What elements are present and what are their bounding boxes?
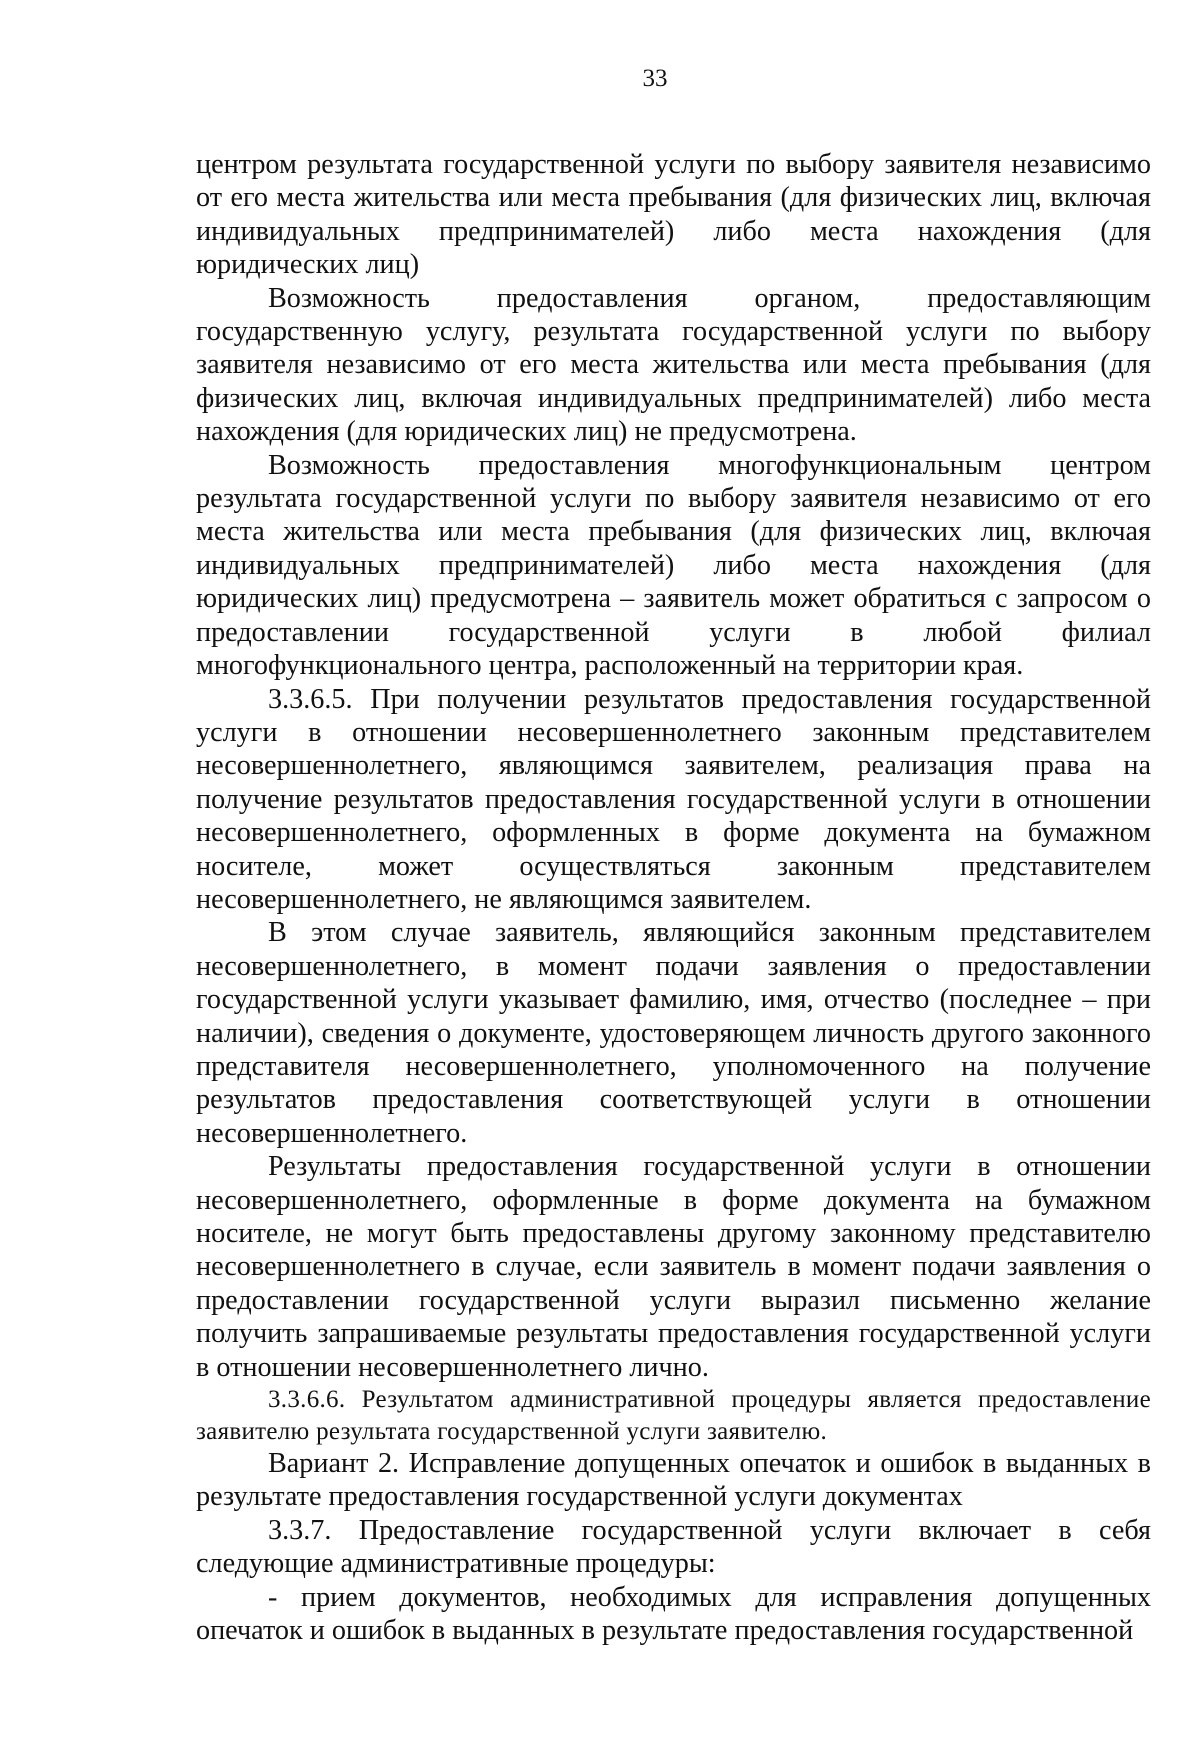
section-heading: Вариант 2. Исправление допущенных опечаток и ошибок в выданных в результате предоставления государственной услуги документах [196, 1448, 1151, 1513]
document-body [196, 148, 1151, 1647]
paragraph: Возможность предоставления органом, предоставляющим государственную услугу, результата государственной услуги по выбору заявителя независимо от его места жительства или места пребывания (для физических лиц, включая индивидуальных предпринимателей) либо места нахождения (для юридических лиц) не предусмотрена. [196, 282, 1151, 448]
page-number: 33 [642, 65, 668, 92]
paragraph: 3.3.6.6. Результатом административной процедуры является предоставление заявителю результата государственной услуги заявителю. [196, 1386, 1151, 1445]
paragraph: центром результата государственной услуги по выбору заявителя независимо от его места жительства или места пребывания (для физических лиц, включая индивидуальных предпринимателей) либо места нахождения (для юридических лиц) [196, 149, 1151, 281]
paragraph: В этом случае заявитель, являющийся законным представителем несовершеннолетнего, в момент подачи заявления о предоставлении государственной услуги указывает фамилию, имя, отчество (последнее – при наличии), сведения о документе, удостоверяющем личность другого законного представителя несовершеннолетнего, уполномоченного на получение результатов предоставления соответствующей услуги в отношении несовершеннолетнего. [196, 917, 1151, 1149]
list-item: - прием документов, необходимых для исправления допущенных опечаток и ошибок в выданных в результате предоставления государственной [196, 1581, 1151, 1647]
paragraph: 3.3.6.5. При получении результатов предоставления государственной услуги в отношении несовершеннолетнего законным представителем несовершеннолетнего, являющимся заявителем, реализация права на получение результатов предоставления государственной услуги в отношении несовершеннолетнего, оформленных в форме документа на бумажном носителе, может осуществляться законным представителем несовершеннолетнего, не являющимся заявителем. [196, 683, 1151, 915]
paragraph: Результаты предоставления государственной услуги в отношении несовершеннолетнего, оформленные в форме документа на бумажном носителе, не могут быть предоставлены другому законному представителю несовершеннолетнего в случае, если заявитель в момент подачи заявления о предоставлении государственной услуги выразил письменно желание получить запрашиваемые результаты предоставления государственной услуги в отношении несовершеннолетнего лично. [196, 1151, 1151, 1383]
paragraph: 3.3.7. Предоставление государственной услуги включает в себя следующие административные процедуры: [196, 1514, 1151, 1580]
paragraph: Возможность предоставления многофункциональным центром результата государственной услуги по выбору заявителя независимо от его места жительства или места пребывания (для физических лиц, включая индивидуальных предпринимателей) либо места нахождения (для юридических лиц) предусмотрена – заявитель может обратиться с запросом о предоставлении государственной услуги в любой филиал многофункционального центра, расположенный на территории края. [196, 449, 1151, 682]
